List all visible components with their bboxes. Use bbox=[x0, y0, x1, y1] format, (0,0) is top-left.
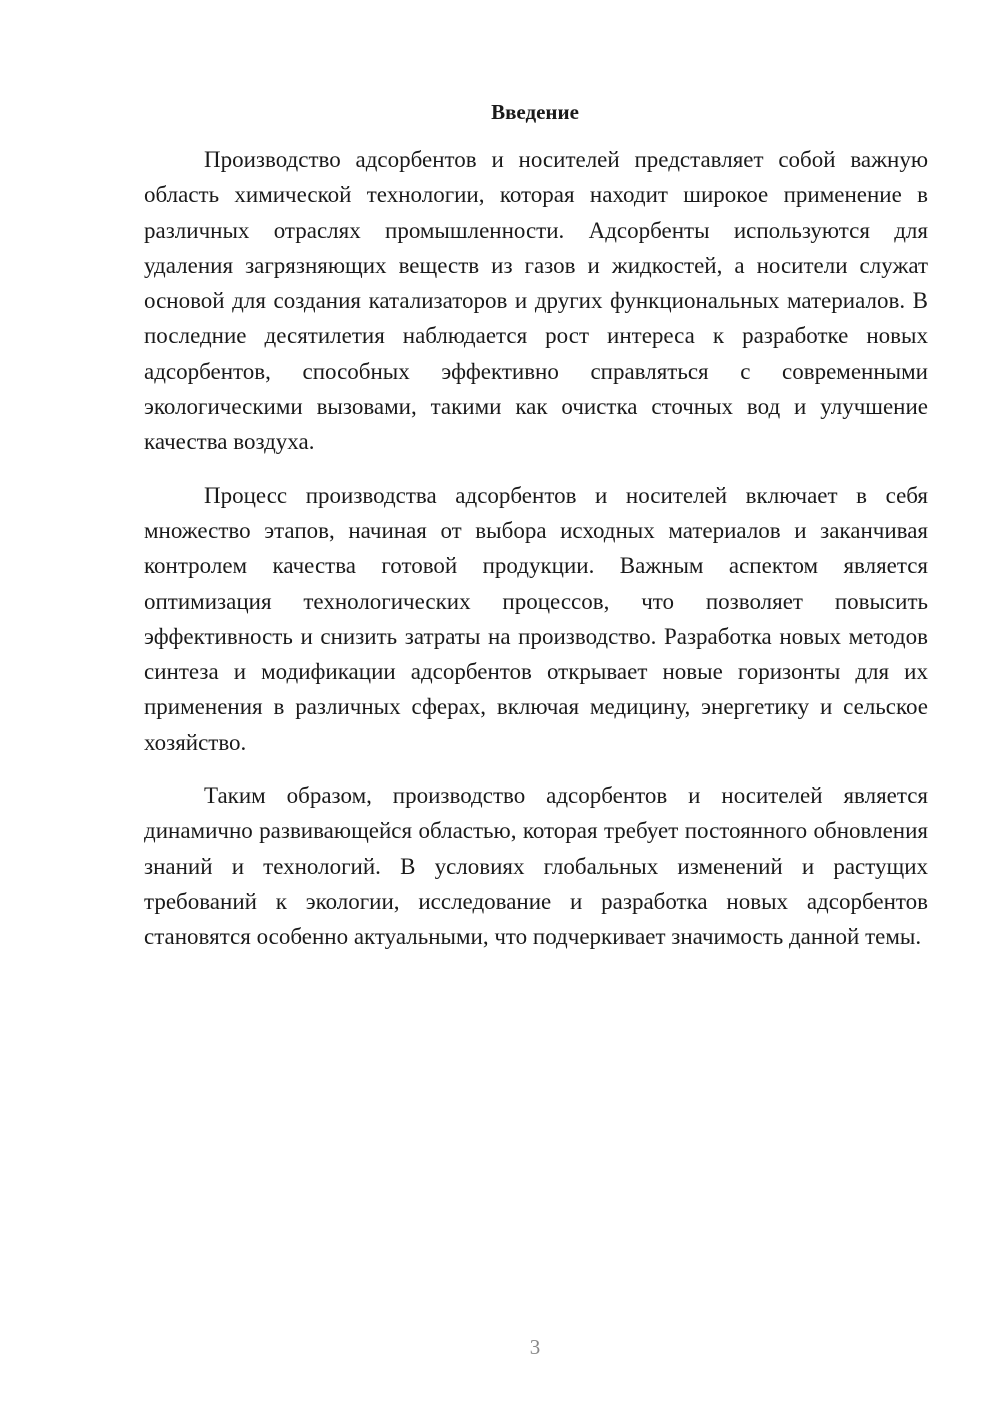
paragraph-3: Таким образом, производство адсорбентов и носителей является динамично развивающейся областью, которая требует постоянного обновления знаний и технологий. В условиях глобальных изменений и растущих требований к экологии, исследование и разработка новых адсорбентов становятся особенно актуальными, что подчеркивает значимость данной темы. bbox=[144, 783, 928, 950]
paragraph-2: Процесс производства адсорбентов и носителей включает в себя множество этапов, начиная от выбора исходных материалов и заканчивая контролем качества готовой продукции. Важным аспектом является оптимизация технологических процессов, что позволяет повысить эффективность и снизить затраты на производство. Разработка новых методов синтеза и модификации адсорбентов открывает новые горизонты для их применения в различных сферах, включая медицину, энергетику и сельское хозяйство. bbox=[144, 482, 928, 755]
paragraph-1: Производство адсорбентов и носителей представляет собой важную область химической технологии, которая находит широкое применение в различных отраслях промышленности. Адсорбенты используются для удаления загрязняющих веществ из газов и жидкостей, а носители служат основой для создания катализаторов и других функциональных материалов. В последние десятилетия наблюдается рост интереса к разработке новых адсорбентов, способных эффективно справляться с современными экологическими вызовами, такими как очистка сточных вод и улучшение качества воздуха. bbox=[144, 147, 928, 455]
page-number: 3 bbox=[529, 1335, 541, 1359]
body-text bbox=[144, 142, 928, 973]
section-heading: Введение bbox=[491, 100, 579, 124]
